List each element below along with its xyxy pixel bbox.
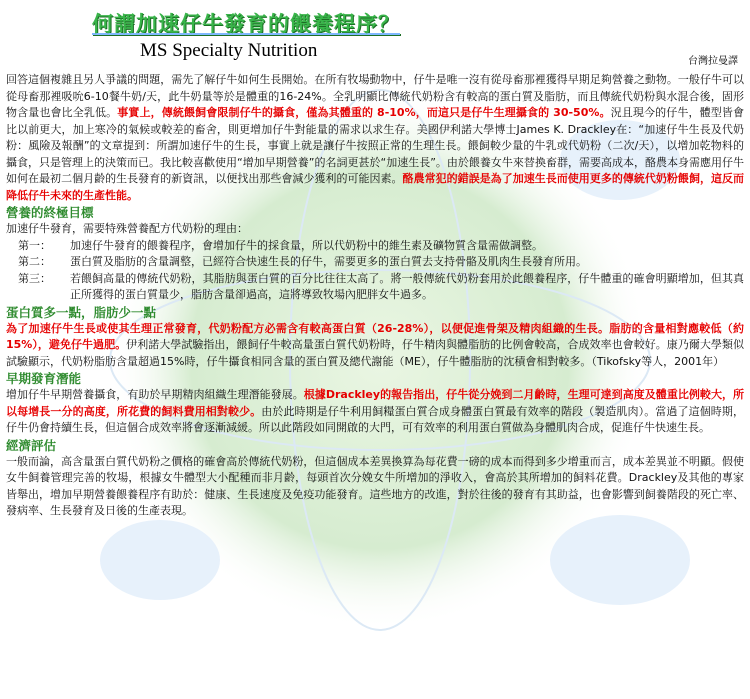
section-heading-ultimate-goal: 營養的終極目標 (6, 205, 94, 220)
section2-highlight: 為了加速仔牛生長或使其生理正常發育，代奶粉配方必需含有較高蛋白質（26-28%），以便促進骨架及精肉組織的生長。脂肪的含量相對應較低（約15%），避免仔牛過肥。 (6, 321, 744, 351)
section3-text-2: 由於此時期是仔牛利用飼糧蛋白質合成身體蛋白質最有效率的階段（製造肌肉）。當過了這個時期，仔牛仍會持續生長，但這個合成效率將會逐漸減緩。所以此階段如同開啟的大門，可有效率的利用蛋白質做為身體肌肉合成，促進仔牛快速生長。 (6, 404, 744, 434)
reason-text: 若餵飼高量的傳統代奶粉，其脂肪與蛋白質的百分比往往太高了。將一般傳統代奶粉套用於此餵養程序，仔牛體重的確會明顯增加，但其真正所獲得的蛋白質量少，脂肪含量卻過高，這將導致牧場內肥胖女牛過多。 (70, 271, 744, 301)
reason-text: 蛋白質及脂肪的含量調整，已經符合快速生長的仔牛，需要更多的蛋白質去支持骨骼及肌肉生長發育所用。 (70, 255, 587, 268)
section-heading-early-potential: 早期發育潛能 (6, 371, 82, 386)
reason-item (18, 271, 744, 304)
intro-text-2: 況且現今的仔牛，體型皆會比以前更大，加上寒冷的氣候或較差的畜舍，則更增加仔牛對能量的需求以求生存。美國伊利諾大學博士James K. Drackley在：“加速仔牛生長及代奶粉：風險及報酬”的文章提到：所謂加速仔牛的生長，事實上就是讓仔牛按照正常的生理生長。餵飼較少量的牛乳或代奶粉（二次/天），以增加乾物料的攝食，只是管理上的決策而已。我比較喜歡使用“增加早期營養”的名詞更甚於“加速生長”。由於餵養女牛來替換畜群，需要高成本，酪農本身需應用仔牛如何在最初二個月齡的生長發育的新資訊，以便找出那些會減少獲利的可能因素。 (6, 106, 745, 185)
reason-item (18, 238, 744, 255)
section2-paragraph (6, 321, 744, 371)
reason-label: 第一： (18, 238, 51, 252)
reason-item (18, 254, 744, 271)
section4-paragraph: 一般而論，高含量蛋白質代奶粉之價格的確會高於傳統代奶粉，但這個成本差異換算為每花費一磅的成本而得到多少增重而言，成本差異並不明顯。假使女牛飼養管理完善的牧場，根據女牛體型大小配種而非月齡，每頭首次分娩女牛所增加的淨收入，會高於其所增加的飼料花費。Drackley及其他的專家皆舉出，增加早期營養餵養程序有助於：健康、生長速度及免疫功能發育。這些地方的改進，對於往後的發育有其助益，也會影響到飼養階段的死亡率、發病率、生長發育及日後的生產表現。 (6, 454, 744, 517)
section-heading-economic-evaluation: 經濟評估 (6, 437, 57, 453)
section3-paragraph (6, 387, 744, 437)
section3-highlight: 根據Drackley的報告指出，仔牛從分娩到二月齡時，生理可達到高度及體重比例較大，所以每增長一分的高度，所花費的飼料費用相對較少。 (6, 388, 745, 418)
section-heading-protein-fat: 蛋白質多一點，脂肪少一點 (6, 304, 157, 320)
intro-highlight-2: 酪農常犯的錯誤是為了加速生長而使用更多的傳統代奶粉餵飼，這反而降低仔牛未來的生產性能。 (6, 172, 744, 202)
reason-label: 第三： (18, 271, 51, 285)
intro-highlight-1: 事實上，傳統餵飼會限制仔牛的攝食，僅為其體重的 8-10%，而這只是仔牛生理攝食的 30-50%。 (117, 106, 611, 119)
document-title: 何謂加速仔牛發育的餵養程序？ (92, 12, 400, 36)
translator-credit: 台灣拉曼譯 (688, 56, 738, 67)
document-subtitle: MS Specialty Nutrition (140, 40, 318, 61)
intro-text-1: 回答這個複雜且另人爭議的問題，需先了解仔牛如何生長開始。在所有牧場動物中，仔牛是唯一沒有從母畜那裡獲得早期足夠營養之動物。一般仔牛可以從母畜那裡吸吮6-10餐牛奶/天，此牛奶量等於是體重的16-24%。全乳明顯比傳統代奶粉含有較高的蛋白質及脂肪，而且傳統代奶粉與水混合後，固形物含量也會比全乳低。 (6, 73, 744, 119)
section1-lead: 加速仔牛發育，需要特殊營養配方代奶粉的理由： (6, 222, 248, 235)
reason-label: 第二： (18, 255, 51, 268)
article-body (6, 72, 744, 520)
reason-text: 加速仔牛發育的餵養程序，會增加仔牛的採食量，所以代奶粉中的維生素及礦物質含量需做調整。 (70, 238, 543, 252)
section2-text: 伊利諾大學試驗指出，餵飼仔牛較高量蛋白質代奶粉時，仔牛精肉與體脂肪的比例會較高，合成效率也會較好。康乃爾大學類似試驗顯示，代奶粉脂肪含量超過15%時，仔牛攝食相同含量的蛋白質及總代謝能（ME），仔牛體脂肪的沈積會相對較多。（Tikofsky等人，2001年） (6, 338, 744, 368)
section3-text-1: 增加仔牛早期營養攝食，有助於早期精肉組織生理潛能發展。 (6, 388, 304, 401)
intro-paragraph (6, 72, 744, 204)
